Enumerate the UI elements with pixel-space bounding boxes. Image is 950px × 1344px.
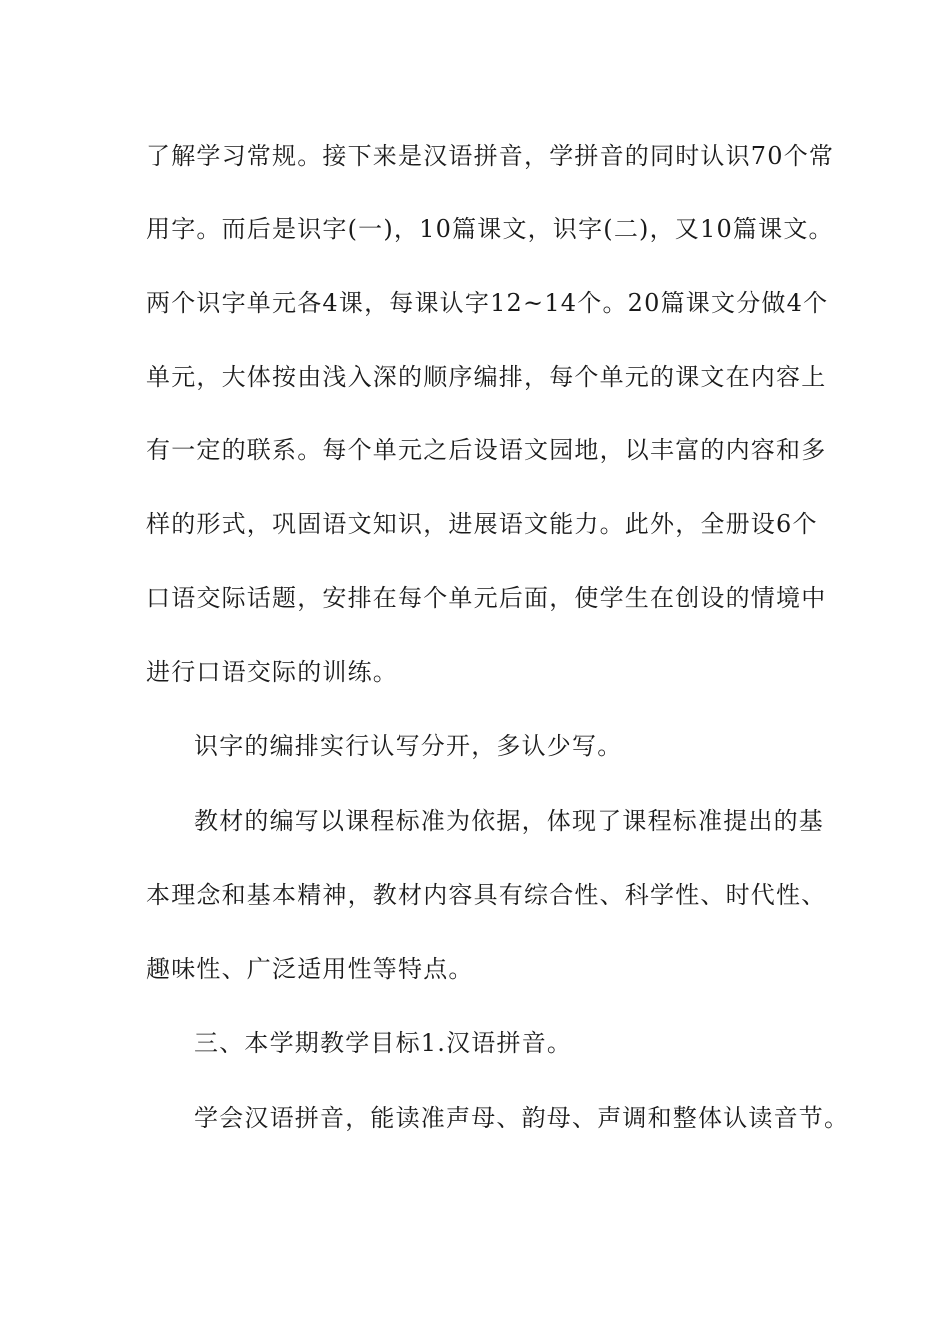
paragraph-line: 有一定的联系。每个单元之后设语文园地，以丰富的内容和多 [146, 436, 827, 464]
paragraph-line: 用字。而后是识字(一)，10篇课文，识字(二)，又10篇课文。 [146, 215, 834, 243]
section-heading: 三、本学期教学目标1.汉语拼音。 [194, 1029, 573, 1057]
paragraph-line: 两个识字单元各4课，每课认字12~14个。20篇课文分做4个 [146, 289, 829, 317]
paragraph-line: 教材的编写以课程标准为依据，体现了课程标准提出的基 [194, 807, 824, 835]
paragraph-line: 趣味性、广泛适用性等特点。 [146, 955, 474, 983]
paragraph-line: 口语交际话题，安排在每个单元后面，使学生在创设的情境中 [146, 584, 827, 612]
paragraph-line: 了解学习常规。接下来是汉语拼音，学拼音的同时认识70个常 [146, 142, 835, 170]
paragraph-line: 样的形式，巩固语文知识，进展语文能力。此外，全册设6个 [146, 510, 818, 538]
paragraph-line: 本理念和基本精神，教材内容具有综合性、科学性、时代性、 [146, 881, 827, 909]
paragraph-line: 进行口语交际的训练。 [146, 658, 398, 686]
paragraph-line: 单元，大体按由浅入深的顺序编排，每个单元的课文在内容上 [146, 363, 827, 391]
paragraph-line: 识字的编排实行认写分开，多认少写。 [194, 732, 623, 760]
paragraph-line: 学会汉语拼音，能读准声母、韵母、声调和整体认读音节。 [194, 1104, 850, 1132]
